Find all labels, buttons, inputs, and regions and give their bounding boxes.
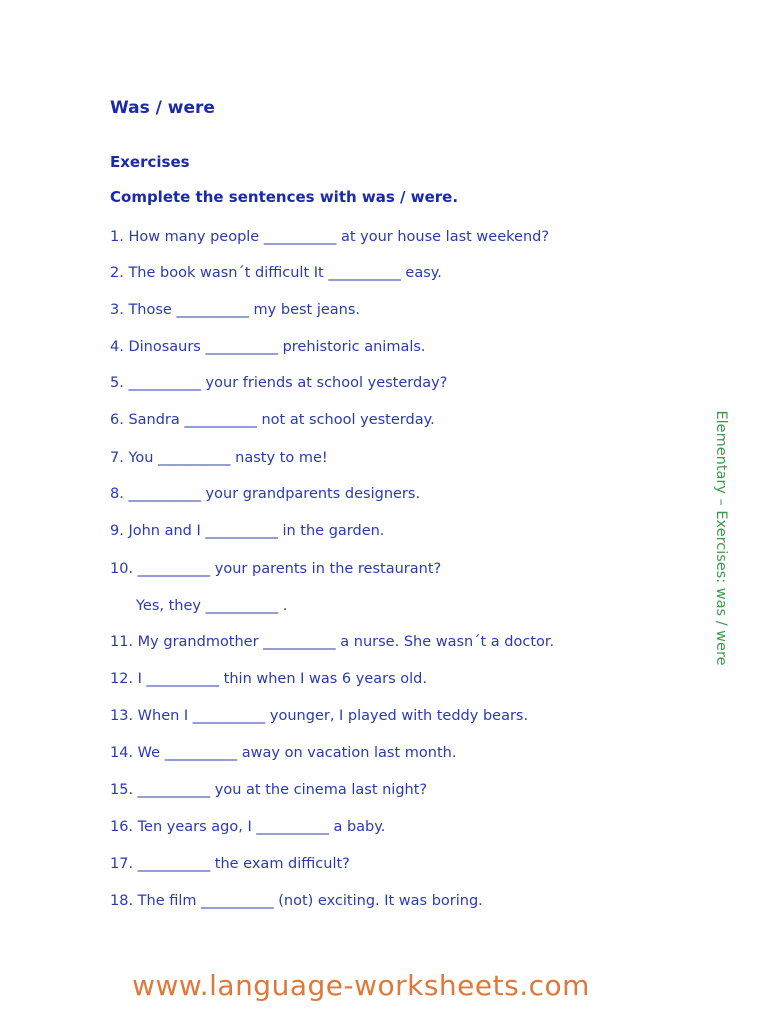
exercise-line: 8. __________ your grandparents designers. bbox=[110, 486, 421, 502]
exercise-line-answer: Yes, they __________ . bbox=[136, 598, 288, 614]
exercise-line: 7. You __________ nasty to me! bbox=[110, 450, 328, 466]
exercise-line: 1. How many people __________ at your house last weekend? bbox=[110, 229, 550, 245]
worksheet-title: Was / were bbox=[110, 98, 215, 118]
exercise-line: 5. __________ your friends at school yesterday? bbox=[110, 375, 448, 391]
footer-url: www.language-worksheets.com bbox=[132, 969, 590, 1002]
exercise-line: 14. We __________ away on vacation last month. bbox=[110, 745, 457, 761]
sidebar-caption: Elementary – Exercises: was / were bbox=[713, 410, 729, 666]
exercise-line: 9. John and I __________ in the garden. bbox=[110, 523, 385, 539]
exercise-line: 12. I __________ thin when I was 6 years old. bbox=[110, 671, 427, 687]
exercise-line: 11. My grandmother __________ a nurse. She wasn´t a doctor. bbox=[110, 634, 555, 650]
exercise-line: 13. When I __________ younger, I played with teddy bears. bbox=[110, 708, 529, 724]
exercise-line: 10. __________ your parents in the restaurant? bbox=[110, 561, 442, 577]
exercise-line: 2. The book wasn´t difficult It __________ easy. bbox=[110, 265, 442, 281]
exercise-line: 3. Those __________ my best jeans. bbox=[110, 302, 361, 318]
exercise-line: 18. The film __________ (not) exciting. It was boring. bbox=[110, 893, 483, 909]
section-heading: Exercises bbox=[110, 153, 190, 171]
exercise-line: 15. __________ you at the cinema last night? bbox=[110, 782, 428, 798]
instructions: Complete the sentences with was / were. bbox=[110, 188, 459, 206]
exercise-line: 17. __________ the exam difficult? bbox=[110, 856, 350, 872]
exercise-line: 16. Ten years ago, I __________ a baby. bbox=[110, 819, 386, 835]
exercise-line: 4. Dinosaurs __________ prehistoric animals. bbox=[110, 339, 426, 355]
exercise-line: 6. Sandra __________ not at school yesterday. bbox=[110, 412, 435, 428]
